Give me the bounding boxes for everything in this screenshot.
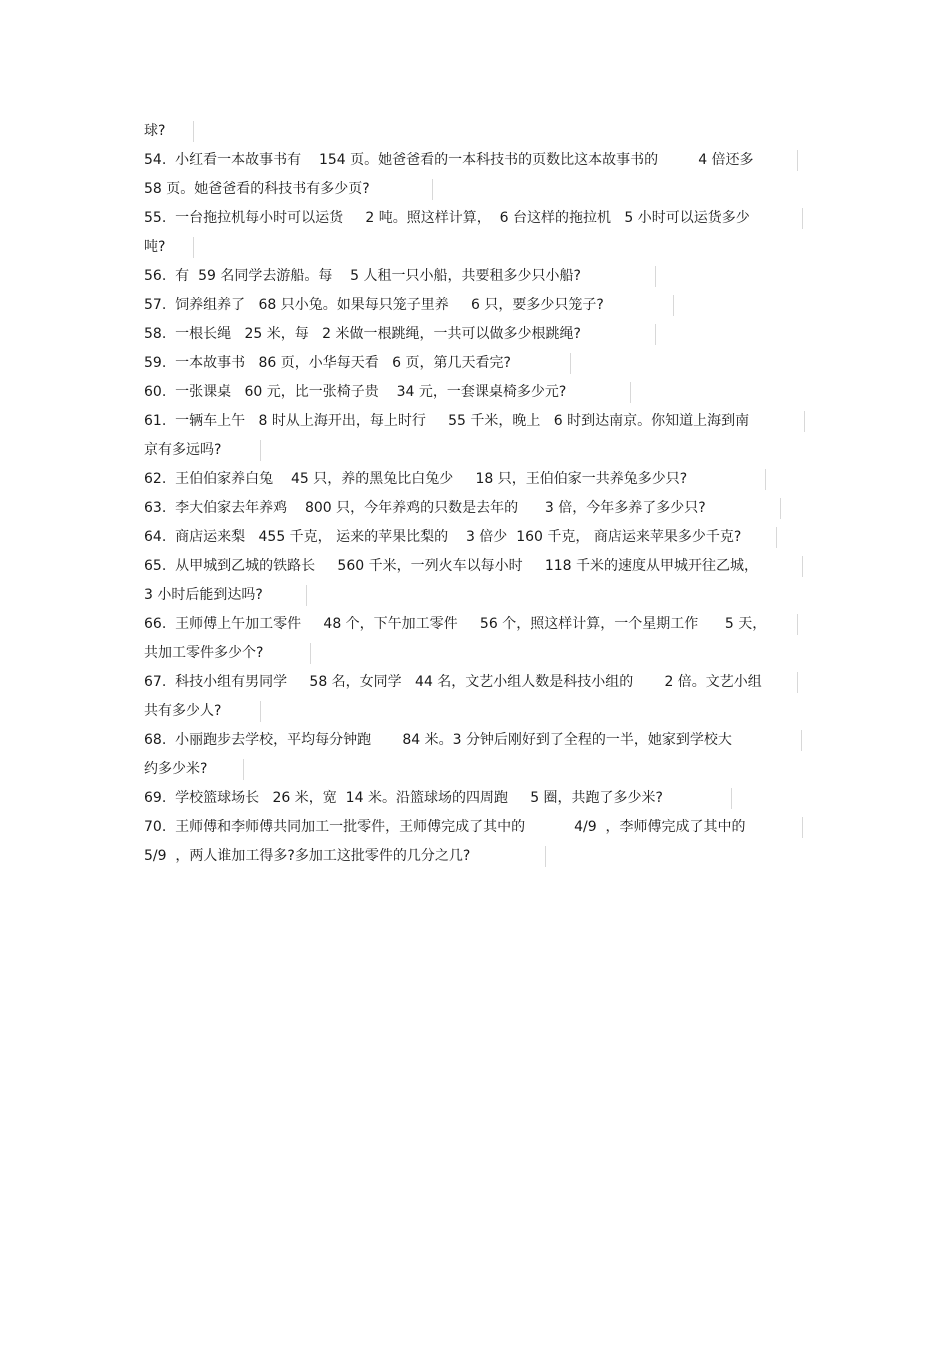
column-divider [780, 498, 781, 519]
column-divider [797, 672, 798, 693]
line-text: 共加工零件多少个? [144, 645, 264, 661]
text-line [144, 697, 810, 726]
line-text: 67. 科技小组有男同学 58 名，女同学 44 名，文艺小组人数是科技小组的 2 倍。文艺小组 [144, 674, 762, 690]
line-text: 60. 一张课桌 60 元，比一张椅子贵 34 元，一套课桌椅多少元? [144, 384, 567, 400]
column-divider [310, 643, 311, 664]
text-line [144, 291, 810, 320]
text-line [144, 117, 810, 146]
text-line [144, 784, 810, 813]
text-line [144, 552, 810, 581]
line-text: 65. 从甲城到乙城的铁路长 560 千米，一列火车以每小时 118 千米的速度从甲城开往乙城， [144, 558, 759, 574]
column-divider [802, 208, 803, 229]
text-line [144, 233, 810, 262]
problem-list [144, 117, 810, 871]
column-divider [776, 527, 777, 548]
text-line [144, 639, 810, 668]
text-line [144, 494, 810, 523]
column-divider [193, 237, 194, 258]
line-text: 70. 王师傅和李师傅共同加工一批零件，王师傅完成了其中的 4/9 ，李师傅完成了其中的 [144, 819, 746, 835]
text-line [144, 262, 810, 291]
text-line [144, 204, 810, 233]
column-divider [432, 179, 433, 200]
text-line [144, 378, 810, 407]
line-text: 3 小时后能到达吗? [144, 587, 263, 603]
text-line [144, 146, 810, 175]
column-divider [260, 701, 261, 722]
line-text: 64. 商店运来梨 455 千克， 运来的苹果比梨的 3 倍少 160 千克， 商店运来苹果多少千克? [144, 529, 742, 545]
text-line [144, 581, 810, 610]
text-line [144, 726, 810, 755]
column-divider [673, 295, 674, 316]
line-text: 约多少米? [144, 761, 208, 777]
text-line [144, 610, 810, 639]
line-text: 58 页。她爸爸看的科技书有多少页? [144, 181, 370, 197]
line-text: 55. 一台拖拉机每小时可以运货 2 吨。照这样计算， 6 台这样的拖拉机 5 小时可以运货多少 [144, 210, 750, 226]
text-line [144, 175, 810, 204]
line-text: 59. 一本故事书 86 页，小华每天看 6 页，第几天看完? [144, 355, 511, 371]
text-line [144, 842, 810, 871]
column-divider [804, 411, 805, 432]
column-divider [802, 817, 803, 838]
line-text: 62. 王伯伯家养白兔 45 只，养的黑兔比白兔少 18 只，王伯伯家一共养兔多少只? [144, 471, 688, 487]
column-divider [630, 382, 631, 403]
text-line [144, 349, 810, 378]
column-divider [545, 846, 546, 867]
line-text: 5/9 ，两人谁加工得多?多加工这批零件的几分之几? [144, 848, 471, 864]
line-text: 吨? [144, 239, 166, 255]
column-divider [655, 324, 656, 345]
column-divider [655, 266, 656, 287]
line-text: 54. 小红看一本故事书有 154 页。她爸爸看的一本科技书的页数比这本故事书的 4 倍还多 [144, 152, 754, 168]
column-divider [797, 614, 798, 635]
line-text: 57. 饲养组养了 68 只小兔。如果每只笼子里养 6 只，要多少只笼子? [144, 297, 604, 313]
column-divider [193, 121, 194, 142]
column-divider [260, 440, 261, 461]
text-line [144, 465, 810, 494]
text-line [144, 407, 810, 436]
column-divider [570, 353, 571, 374]
column-divider [801, 730, 802, 751]
text-line [144, 320, 810, 349]
line-text: 61. 一辆车上午 8 时从上海开出，每上时行 55 千米，晚上 6 时到达南京。你知道上海到南 [144, 413, 750, 429]
column-divider [731, 788, 732, 809]
column-divider [797, 150, 798, 171]
line-text: 共有多少人? [144, 703, 222, 719]
column-divider [802, 556, 803, 577]
line-text: 66. 王师傅上午加工零件 48 个，下午加工零件 56 个，照这样计算，一个星期工作 5 天， [144, 616, 767, 632]
line-text: 56. 有 59 名同学去游船。每 5 人租一只小船，共要租多少只小船? [144, 268, 581, 284]
line-text: 球? [144, 123, 166, 139]
column-divider [306, 585, 307, 606]
line-text: 63. 李大伯家去年养鸡 800 只，今年养鸡的只数是去年的 3 倍，今年多养了多少只? [144, 500, 706, 516]
line-text: 京有多远吗? [144, 442, 222, 458]
line-text: 68. 小丽跑步去学校，平均每分钟跑 84 米。3 分钟后刚好到了全程的一半，她家到学校大 [144, 732, 732, 748]
text-line [144, 668, 810, 697]
text-line [144, 523, 810, 552]
column-divider [243, 759, 244, 780]
line-text: 69. 学校篮球场长 26 米，宽 14 米。沿篮球场的四周跑 5 圈，共跑了多少米? [144, 790, 663, 806]
column-divider [765, 469, 766, 490]
text-line [144, 436, 810, 465]
line-text: 58. 一根长绳 25 米，每 2 米做一根跳绳，一共可以做多少根跳绳? [144, 326, 581, 342]
text-line [144, 813, 810, 842]
text-line [144, 755, 810, 784]
